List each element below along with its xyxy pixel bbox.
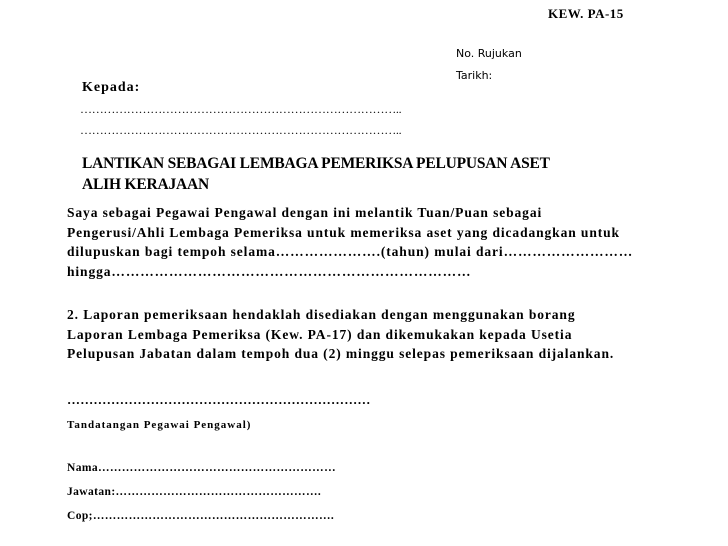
signature-label: Tandatangan Pegawai Pengawal) — [67, 419, 252, 431]
paragraph-line: Laporan Lembaga Pemeriksa (Kew. PA-17) dan dikemukakan kepada Usetia — [67, 326, 573, 342]
recipient-address-line-1: ……………………………………………………………………….. — [80, 102, 402, 116]
paragraph-line: hingga………………………………………………………………… — [67, 263, 472, 279]
form-code: KEW. PA-15 — [548, 6, 624, 21]
report-paragraph — [67, 305, 667, 364]
paragraph-line: dilupuskan bagi tempoh selama………………….(tahun) mulai dari……………………… — [67, 244, 634, 259]
signature-line: …………………………………………………………… — [67, 392, 371, 407]
stamp-field: Cop;……………………………………………………. — [67, 510, 335, 522]
name-field: Nama…………………………………………………… — [67, 462, 336, 474]
recipient-label: Kepada: — [82, 80, 141, 95]
appointment-paragraph — [67, 203, 667, 281]
recipient-address-line-2: ……………………………………………………………………….. — [80, 123, 402, 137]
reference-number-label: No. Rujukan — [456, 47, 522, 60]
position-field: Jawatan:……………………………………………. — [67, 486, 322, 498]
paragraph-line: Pelupusan Jabatan dalam tempoh dua (2) minggu selepas pemeriksaan dijalankan. — [67, 346, 615, 361]
paragraph-line: 2. Laporan pemeriksaan hendaklah disediakan dengan menggunakan borang — [67, 307, 576, 322]
paragraph-line: Pengerusi/Ahli Lembaga Pemeriksa untuk memeriksa aset yang dicadangkan untuk — [67, 224, 620, 240]
document-title-line-1: LANTIKAN SEBAGAI LEMBAGA PEMERIKSA PELUPUSAN ASET — [82, 155, 550, 172]
document-title-line-2: ALIH KERAJAAN — [82, 176, 210, 193]
date-label: Tarikh: — [456, 69, 493, 82]
paragraph-line: Saya sebagai Pegawai Pengawal dengan ini melantik Tuan/Puan sebagai — [67, 205, 543, 220]
